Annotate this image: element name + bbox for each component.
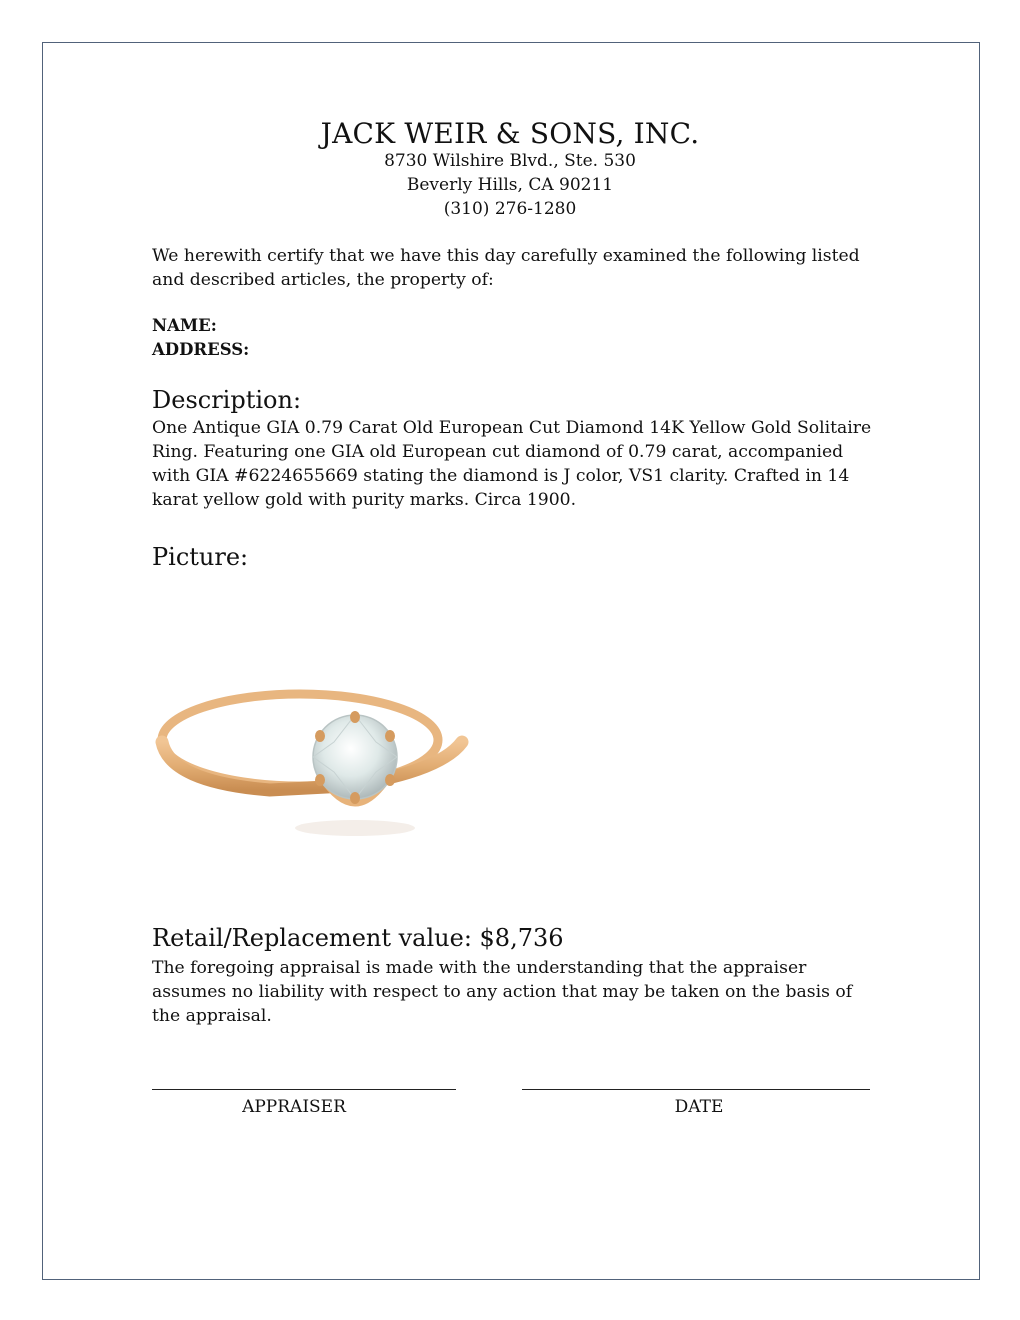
diamond	[313, 715, 397, 799]
solitaire-ring-image	[150, 660, 480, 850]
appraiser-signature-line	[152, 1089, 456, 1090]
company-phone: (310) 276-1280	[443, 199, 577, 219]
description-text: One Antique GIA 0.79 Carat Old European Cut Diamond 14K Yellow Gold Solitaire Ring. Featuring one GIA old European cut diamond of 0.79 carat, accompanied with GIA #6224655669 stating the diamond is J color, VS1 clarity. Crafted in 14 karat yellow gold with purity marks. Circa 1900.	[152, 418, 872, 510]
company-address-line2: Beverly Hills, CA 90211	[406, 175, 614, 195]
company-address-line1: 8730 Wilshire Blvd., Ste. 530	[384, 151, 636, 171]
liability-disclaimer: The foregoing appraisal is made with the understanding that the appraiser assumes no liability with respect to any action that may be taken on the basis of the appraisal.	[152, 958, 853, 1026]
appraiser-label: APPRAISER	[242, 1097, 346, 1117]
description-heading: Description:	[152, 386, 302, 414]
owner-name-label: NAME:	[152, 316, 217, 335]
picture-heading: Picture:	[152, 543, 249, 571]
ring-band-front	[162, 742, 462, 790]
date-signature-line	[522, 1089, 870, 1090]
owner-address-label: ADDRESS:	[152, 340, 250, 359]
date-label: DATE	[674, 1097, 724, 1117]
certification-intro: We herewith certify that we have this day carefully examined the following listed and described articles, the property of:	[152, 246, 860, 290]
value-heading: Retail/Replacement value: $8,736	[152, 924, 564, 952]
ring-shadow	[295, 820, 415, 836]
company-name: JACK WEIR & SONS, INC.	[320, 117, 700, 150]
